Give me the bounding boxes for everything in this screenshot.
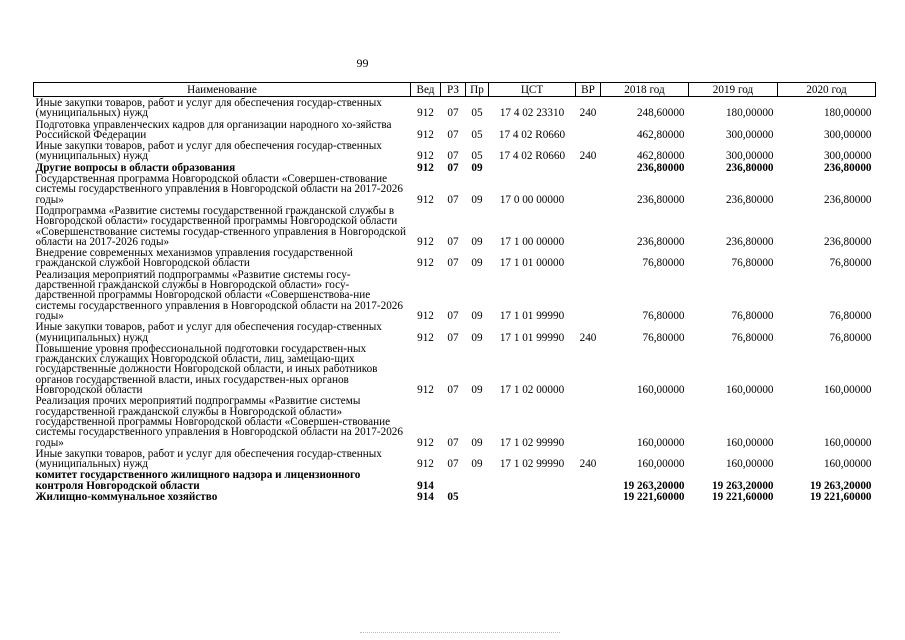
cell-cst: 17 4 02 R0660: [498, 128, 566, 141]
table-row: [34, 269, 876, 321]
cell-rz: 07: [447, 161, 459, 174]
cell-ved: 912: [417, 331, 434, 344]
table-row: [34, 205, 876, 247]
cell-name: Другие вопросы в области образования: [35, 161, 236, 174]
cell-name: Подпрограмма «Развитие системы государственной гражданской службы в Новгородской области» государственной программы Новгородской области «Совершенствование системы государ-ственного управления в Новгородской области на 2017-2026 годы»: [35, 204, 406, 248]
cell-pr: 09: [471, 193, 483, 206]
cell-y2018: 160,00000: [636, 458, 685, 471]
cell-y2019: 160,00000: [725, 436, 774, 449]
cell-vr: 240: [579, 107, 597, 120]
cell-cst: 17 1 01 00000: [499, 257, 565, 270]
cell-cst: 17 1 02 00000: [499, 384, 565, 397]
cell-y2020: 236,80000: [823, 235, 872, 248]
cell-vr: [576, 247, 601, 269]
cell-rz: 07: [447, 150, 459, 163]
cell-y2020: 76,80000: [829, 257, 872, 270]
cell-y2018: 462,80000: [636, 128, 685, 141]
cell-ved: 912: [417, 235, 434, 248]
cell-name: Внедрение современных механизмов управления государственной гражданской службой Новгородской области: [35, 247, 353, 270]
cell-cst: [489, 469, 576, 491]
cell-y2020: 160,00000: [823, 384, 872, 397]
cell-cst: 17 1 02 99990: [499, 458, 565, 471]
table-row: [34, 97, 876, 119]
cell-y2019: 19 221,60000: [711, 490, 774, 503]
cell-y2019: 236,80000: [725, 161, 774, 174]
header-name: Наименование: [34, 83, 411, 97]
cell-y2020: 76,80000: [829, 331, 872, 344]
cell-y2020: 236,80000: [823, 161, 872, 174]
cell-vr: [576, 119, 601, 141]
cell-y2018: 19 263,20000: [622, 479, 685, 492]
cell-pr: 09: [471, 384, 483, 397]
cell-ved: 912: [417, 458, 434, 471]
cell-pr: 09: [471, 161, 483, 174]
cell-y2020: 19 263,20000: [809, 479, 872, 492]
cell-vr: [576, 395, 601, 447]
cell-rz: 07: [447, 235, 459, 248]
table-row: [34, 119, 876, 141]
cell-rz: 07: [447, 257, 459, 270]
cell-pr: [466, 469, 489, 491]
cell-vr: [576, 343, 601, 395]
table-row: [34, 247, 876, 269]
cell-vr: 240: [579, 331, 597, 344]
cell-y2020: 160,00000: [823, 436, 872, 449]
cell-rz: 07: [447, 331, 459, 344]
cell-ved: 912: [417, 193, 434, 206]
header-pr: Пр: [466, 83, 489, 97]
cell-pr: 05: [471, 150, 483, 163]
cell-rz: 07: [447, 309, 459, 322]
table-row: [34, 140, 876, 162]
cell-y2020: 76,80000: [829, 309, 872, 322]
cell-vr: [576, 173, 601, 205]
cell-pr: 05: [471, 107, 483, 120]
cell-ved: 914: [417, 490, 434, 503]
cell-vr: [576, 469, 601, 491]
table-row: [34, 321, 876, 343]
table-row: [34, 173, 876, 205]
table-row: [34, 491, 876, 502]
cell-rz: 07: [447, 193, 459, 206]
cell-y2019: 160,00000: [725, 458, 774, 471]
cell-cst: 17 0 00 00000: [499, 193, 565, 206]
cell-rz: 07: [447, 458, 459, 471]
cell-rz: 07: [447, 436, 459, 449]
cell-y2018: 236,80000: [636, 235, 685, 248]
cell-vr: [576, 269, 601, 321]
cell-ved: 914: [417, 479, 434, 492]
cell-y2020: 300,00000: [823, 128, 872, 141]
cell-y2018: 236,80000: [636, 161, 685, 174]
cell-pr: 09: [471, 458, 483, 471]
cell-y2019: 236,80000: [725, 235, 774, 248]
cell-cst: 17 1 00 00000: [499, 235, 565, 248]
footer-scan-marks: [360, 632, 560, 637]
table-row: [34, 343, 876, 395]
table-row: [34, 162, 876, 173]
cell-y2018: 160,00000: [636, 384, 685, 397]
page-number: 99: [356, 56, 369, 70]
cell-y2018: 462,80000: [636, 150, 685, 163]
cell-pr: 09: [471, 235, 483, 248]
table-row: [34, 395, 876, 447]
cell-pr: [466, 491, 489, 502]
cell-cst: 17 1 01 99990: [499, 331, 565, 344]
cell-y2019: 76,80000: [731, 257, 774, 270]
table-header-row: [34, 83, 876, 97]
cell-name: Подготовка управленческих кадров для организации народного хо-зяйства Российской Федерации: [35, 118, 392, 141]
cell-name: Государственная программа Новгородской области «Совершен-ствование системы государственного управления в Новгородской области на 2017-2026 годы»: [35, 173, 403, 206]
cell-ved: 912: [417, 309, 434, 322]
cell-y2020: 160,00000: [823, 458, 872, 471]
table-row: [34, 448, 876, 470]
header-rz: РЗ: [441, 83, 466, 97]
cell-ved: 912: [417, 257, 434, 270]
cell-vr: 240: [579, 458, 597, 471]
cell-name: Реализация прочих мероприятий подпрограммы «Развитие системы государственной гражданской службы в Новгородской области» государственной программы Новгородской области «Совершен-ствование системы государственного управления в Новгородской области на 2017-2026 годы»: [35, 395, 403, 449]
cell-ved: 912: [417, 150, 434, 163]
cell-rz: 07: [447, 128, 459, 141]
cell-name: Иные закупки товаров, работ и услуг для обеспечения государ-ственных (муниципальных) нужд: [35, 140, 382, 163]
cell-rz: 07: [447, 384, 459, 397]
cell-cst: [489, 491, 576, 502]
cell-y2020: 300,00000: [823, 150, 872, 163]
cell-pr: 09: [471, 436, 483, 449]
header-2020: 2020 год: [778, 83, 876, 97]
cell-name: Иные закупки товаров, работ и услуг для обеспечения государ-ственных (муниципальных) нужд: [35, 321, 382, 344]
cell-ved: 912: [417, 107, 434, 120]
cell-cst: [489, 162, 576, 173]
cell-cst: 17 4 02 R0660: [498, 150, 566, 163]
cell-ved: 912: [417, 384, 434, 397]
cell-y2020: 236,80000: [823, 193, 872, 206]
cell-y2019: 300,00000: [725, 150, 774, 163]
cell-rz: 05: [447, 490, 459, 503]
cell-y2019: 300,00000: [725, 128, 774, 141]
cell-vr: [576, 205, 601, 247]
cell-y2018: 248,60000: [636, 107, 685, 120]
cell-pr: 05: [471, 128, 483, 141]
cell-vr: 240: [579, 150, 597, 163]
cell-y2018: 160,00000: [636, 436, 685, 449]
cell-vr: [576, 162, 601, 173]
budget-table: [33, 82, 876, 502]
cell-y2018: 76,80000: [642, 309, 685, 322]
cell-cst: 17 4 02 23310: [499, 107, 565, 120]
cell-name: Иные закупки товаров, работ и услуг для обеспечения государ-ственных (муниципальных) нужд: [35, 97, 382, 120]
cell-name: Повышение уровня профессиональной подготовки государствен-ных гражданских служащих Новгородской области, лиц, замещаю-щих государственные должности Новгородской области, и иных работников органов государственной власти, иных государствен-ных органов Новгородской области: [35, 342, 378, 397]
cell-y2019: 180,00000: [725, 107, 774, 120]
header-ved: Вед: [411, 83, 441, 97]
cell-y2019: 76,80000: [731, 309, 774, 322]
cell-y2020: 19 221,60000: [809, 490, 872, 503]
cell-y2018: 19 221,60000: [622, 490, 685, 503]
cell-ved: 912: [417, 161, 434, 174]
cell-y2019: 76,80000: [731, 331, 774, 344]
cell-pr: 09: [471, 257, 483, 270]
cell-cst: 17 1 01 99990: [499, 309, 565, 322]
cell-y2019: 160,00000: [725, 384, 774, 397]
cell-y2019: 19 263,20000: [711, 479, 774, 492]
cell-rz: 07: [447, 107, 459, 120]
cell-name: Иные закупки товаров, работ и услуг для обеспечения государ-ственных (муниципальных) нужд: [35, 447, 382, 471]
cell-ved: 912: [417, 128, 434, 141]
cell-y2018: 76,80000: [642, 257, 685, 270]
cell-y2020: 180,00000: [823, 107, 872, 120]
header-2019: 2019 год: [689, 83, 778, 97]
cell-y2019: 236,80000: [725, 193, 774, 206]
header-2018: 2018 год: [601, 83, 689, 97]
header-cst: ЦСТ: [489, 83, 576, 97]
cell-name: Жилищно-коммунальное хозяйство: [35, 490, 218, 503]
table-row: [34, 469, 876, 491]
cell-y2018: 76,80000: [642, 331, 685, 344]
cell-ved: 912: [417, 436, 434, 449]
cell-rz: [441, 469, 466, 491]
cell-name: комитет государственного жилищного надзора и лицензионного контроля Новгородской области: [35, 469, 361, 492]
cell-vr: [576, 491, 601, 502]
cell-pr: 09: [471, 331, 483, 344]
header-vr: ВР: [576, 83, 601, 97]
cell-pr: 09: [471, 309, 483, 322]
cell-cst: 17 1 02 99990: [499, 436, 565, 449]
cell-name: Реализация мероприятий подпрограммы «Развитие системы госу-дарственной гражданской службы в Новгородской области» госу-дарственной программы Новгородской области «Совершенствова-ние системы государственного управления в Новгородской области на 2017-2026 годы»: [35, 268, 403, 322]
cell-y2018: 236,80000: [636, 193, 685, 206]
